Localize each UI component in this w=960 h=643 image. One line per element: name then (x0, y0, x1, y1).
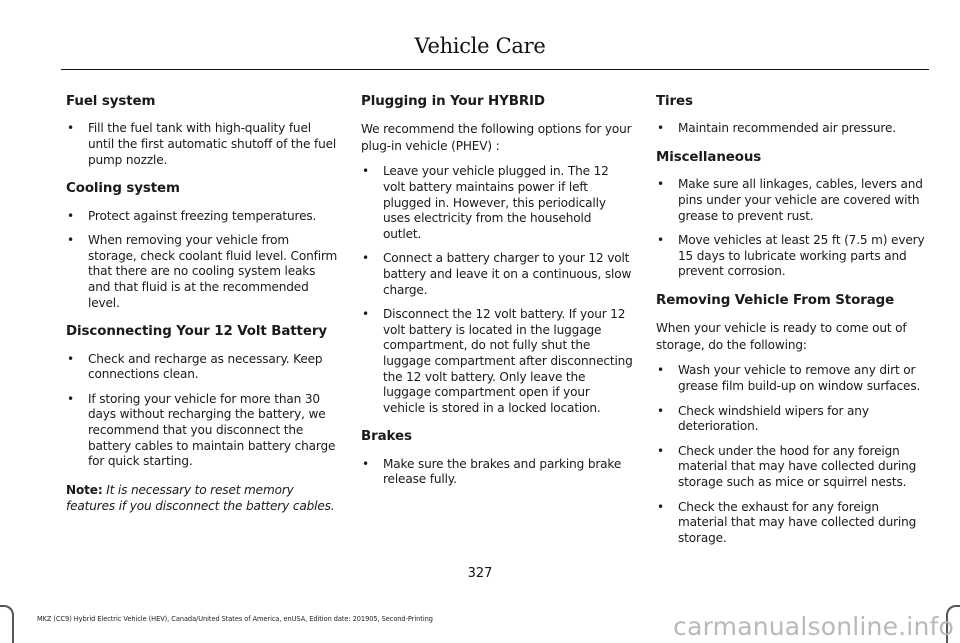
bullet-list-brakes (361, 457, 633, 488)
list-item: • Make sure all linkages, cables, levers and pins under your vehicle are covered with grease to prevent rust. (656, 177, 928, 224)
section-heading-miscellaneous: Miscellaneous (656, 150, 762, 166)
bullet-list-tires (656, 121, 928, 137)
section-heading-battery: Disconnecting Your 12 Volt Battery (66, 324, 327, 340)
section-heading-fuel: Fuel system (66, 94, 156, 109)
list-item: • Wash your vehicle to remove any dirt or grease film build-up on window surfaces. (656, 363, 928, 394)
section-heading-brakes: Brakes (361, 429, 412, 445)
note-text: It is necessary to reset memory features if you disconnect the battery cables. (66, 482, 335, 514)
list-item: • Make sure the brakes and parking brake release fully. (361, 457, 633, 488)
section-heading-hybrid: Plugging in Your HYBRID (361, 94, 545, 109)
header-divider (61, 69, 929, 70)
column-right (656, 93, 928, 558)
edition-footer: MKZ (CC9) Hybrid Electric Vehicle (HEV), Canada/United States of America, enUSA, Edition date: 201905, Second-Printing (37, 615, 433, 623)
list-item: • Check the exhaust for any foreign material that may have collected during storage. (656, 500, 928, 547)
list-item: • When removing your vehicle from storage, check coolant fluid level. Confirm that there are no cooling system leaks and that fluid is at the recommended level. (66, 233, 338, 311)
list-item: • Disconnect the 12 volt battery. If your 12 volt battery is located in the luggage compartment, do not fully shut the luggage compartment after disconnecting the 12 volt battery. Only leave the luggage compartment open if your vehicle is stored in a locked location. (361, 307, 633, 416)
page-number: 327 (467, 566, 493, 581)
section-heading-tires: Tires (656, 94, 693, 109)
section-heading-removing: Removing Vehicle From Storage (656, 293, 895, 308)
section-heading-cooling: Cooling system (66, 181, 180, 197)
page-header-title: Vehicle Care (414, 34, 546, 58)
list-item: • Check windshield wipers for any deterioration. (656, 404, 928, 435)
site-watermark: carmanualsonline.info (673, 612, 954, 641)
list-item: • Check under the hood for any foreign material that may have collected during storage such as mice or squirrel nests. (656, 444, 928, 491)
note-paragraph (66, 482, 338, 515)
list-item: • Fill the fuel tank with high-quality fuel until the first automatic shutoff of the fuel pump nozzle. (66, 121, 338, 168)
list-item: • Move vehicles at least 25 ft (7.5 m) every 15 days to lubricate working parts and prevent corrosion. (656, 233, 928, 280)
intro-paragraph-removing: When your vehicle is ready to come out of storage, do the following: (656, 321, 907, 352)
column-middle (361, 93, 633, 500)
bullet-list-battery (66, 352, 338, 470)
bullet-list-miscellaneous (656, 177, 928, 280)
bullet-list-removing (656, 363, 928, 546)
bullet-list-cooling (66, 209, 338, 312)
bullet-list-hybrid (361, 164, 633, 416)
column-left (66, 93, 338, 515)
list-item: • Protect against freezing temperatures. (66, 209, 338, 225)
bullet-list-fuel (66, 121, 338, 168)
list-item: • Maintain recommended air pressure. (656, 121, 928, 137)
intro-paragraph-hybrid: We recommend the following options for your plug-in vehicle (PHEV) : (361, 122, 632, 153)
list-item: • Leave your vehicle plugged in. The 12 volt battery maintains power if left plugged in. However, this periodically uses electricity from the household outlet. (361, 164, 633, 242)
note-label: Note: (66, 482, 103, 497)
list-item: • Connect a battery charger to your 12 volt battery and leave it on a continuous, slow charge. (361, 251, 633, 298)
crop-mark-left (0, 605, 14, 643)
list-item: • Check and recharge as necessary. Keep connections clean. (66, 352, 338, 383)
list-item: • If storing your vehicle for more than 30 days without recharging the battery, we recommend that you disconnect the battery cables to maintain battery charge for quick starting. (66, 392, 338, 470)
